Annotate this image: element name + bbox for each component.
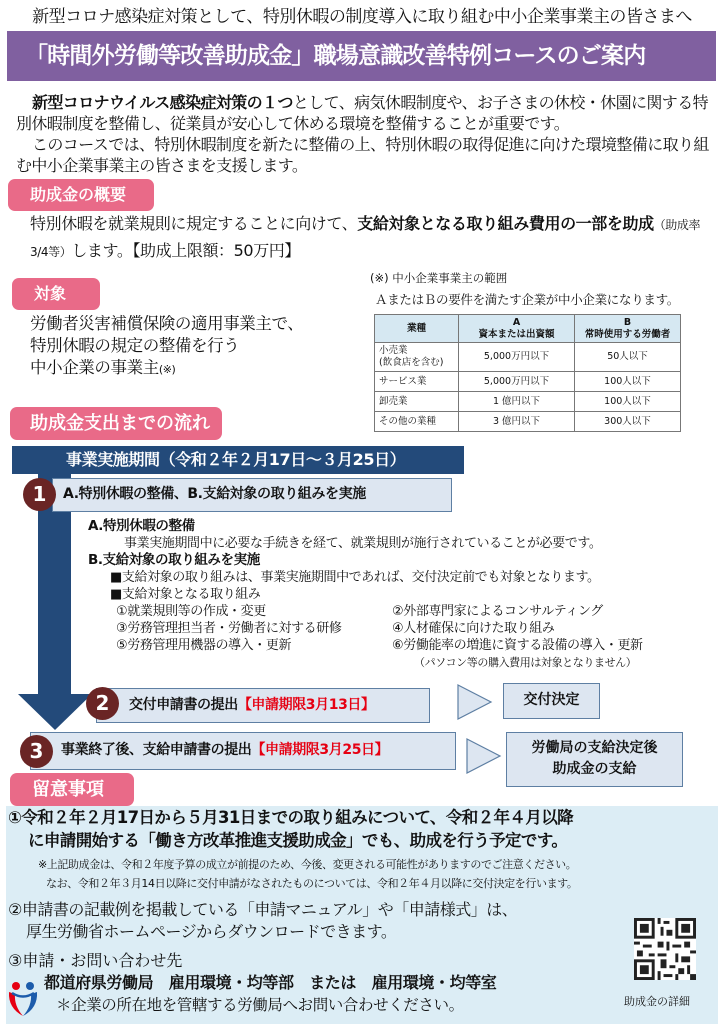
step-1-box: A.特別休暇の整備、B.支給対象の取り組みを実施 <box>52 478 452 512</box>
cell-capital: 1 億円以下 <box>459 392 575 412</box>
note-1-caveats <box>38 855 718 893</box>
cell-workers: 50人以下 <box>575 343 681 372</box>
header-label: 業種 <box>406 322 426 334</box>
note-2-line: ②申請書の記載例を掲載している「申請マニュアル」や「申請様式」は、 <box>8 900 518 919</box>
payment-box <box>506 732 683 787</box>
cell-workers: 300人以下 <box>575 412 681 432</box>
target-line-text: 中小企業の事業主 <box>30 358 159 377</box>
cell-industry: その他の業種 <box>375 412 459 432</box>
footnote-mark: (※) <box>158 363 176 376</box>
table-header-workers <box>575 315 681 343</box>
step-2-label: 交付申請書の提出 <box>129 697 238 713</box>
section-tag-notes: 留意事項 <box>10 773 134 806</box>
cell-workers: 100人以下 <box>575 392 681 412</box>
table-row <box>375 412 681 432</box>
step-number-3: 3 <box>20 735 53 768</box>
sme-table-caption: (※) 中小企業事業主の範囲 <box>370 271 508 285</box>
chevron-right-icon <box>457 684 493 720</box>
cell-industry: 卸売業 <box>375 392 459 412</box>
contact-office: 都道府県労働局 雇用環境・均等部 または 雇用環境・均等室 <box>44 973 497 992</box>
eligible-items-list <box>88 603 718 654</box>
step-1-details <box>88 518 718 671</box>
step-3-label: 事業終了後、支給申請書の提出 <box>61 742 252 758</box>
step-3-deadline: 【申請期限3月25日】 <box>251 742 389 758</box>
section-tag-target: 対象 <box>12 278 100 310</box>
list-item: ⑥労働能率の増進に資する設備の導入・更新 <box>392 638 643 653</box>
target-line <box>30 357 370 381</box>
note-1 <box>8 806 718 852</box>
target-line: 特別休暇の規定の整備を行う <box>30 336 240 355</box>
note-1-line: に申請開始する「働き方改革推進支援助成金」でも、助成を行う予定です。 <box>28 831 568 850</box>
step-3-box <box>30 732 456 770</box>
list-item: ①就業規則等の作成・変更 <box>116 604 266 619</box>
sme-table <box>374 314 681 432</box>
note-3-heading: ③申請・お問い合わせ先 <box>8 951 183 970</box>
items-note: （パソコン等の購入費用は対象となりません） <box>414 656 637 669</box>
section-tag-flow: 助成金支出までの流れ <box>10 407 222 440</box>
cell-industry: サービス業 <box>375 372 459 392</box>
intro-text <box>16 92 716 176</box>
qr-code-icon[interactable] <box>634 918 696 980</box>
table-row <box>375 343 681 372</box>
sme-table-description: ＡまたはＢの要件を満たす企業が中小企業になります。 <box>375 292 680 307</box>
cell-capital: 5,000万円以下 <box>459 343 575 372</box>
table-header-row <box>375 315 681 343</box>
chevron-right-icon <box>466 738 502 774</box>
note-2 <box>8 899 648 943</box>
cell-capital: 3 億円以下 <box>459 412 575 432</box>
contact-note: ＊企業の所在地を管轄する労働局へお問い合わせください。 <box>56 996 464 1014</box>
cell-text: 小売業 <box>379 345 408 356</box>
header-label: A <box>512 316 521 328</box>
detail-heading-a: A.特別休暇の整備 <box>88 518 195 534</box>
step-2-deadline: 【申請期限3月13日】 <box>237 697 375 713</box>
overview-text-2: します。【助成上限額：50万円】 <box>71 241 301 260</box>
intro-paragraph-1 <box>16 92 716 134</box>
payment-line: 労働局の支給決定後 <box>531 740 658 756</box>
detail-heading-b: B.支給対象の取り組みを実施 <box>88 552 260 568</box>
detail-bullet: ■支給対象となる取り組み <box>110 587 261 602</box>
step-number-1: 1 <box>23 478 56 511</box>
implementation-period-bar: 事業実施期間（令和２年２月17日～３月25日） <box>12 446 464 474</box>
table-header-capital <box>459 315 575 343</box>
cell-workers: 100人以下 <box>575 372 681 392</box>
caveat-line: ※上記助成金は、令和２年度予算の成立が前提のため、今後、変更される可能性がありますのでご注意ください。 <box>38 858 577 871</box>
table-row <box>375 372 681 392</box>
page-title: 「時間外労働等改善助成金」職場意識改善特例コースのご案内 <box>7 31 716 81</box>
overview-text <box>30 211 710 265</box>
header-sublabel: 常時使用する労働者 <box>584 328 671 340</box>
step-2-box <box>96 688 430 723</box>
audience-line: 新型コロナ感染症対策として、特別休暇の制度導入に取り組む中小企業事業主の皆さまへ <box>32 7 692 27</box>
arrow-head-icon <box>18 694 92 730</box>
note-2-line: 厚生労働省ホームページからダウンロードできます。 <box>26 922 397 941</box>
overview-text-1: 特別休暇を就業規則に規定することに向けて、 <box>30 214 358 233</box>
table-row <box>375 392 681 412</box>
list-item: ④人材確保に向けた取り組み <box>392 621 555 636</box>
ministry-logo-icon <box>6 978 40 1018</box>
intro-paragraph-2: このコースでは、特別休暇制度を新たに整備の上、特別休暇の取得促進に向けた環境整備に取り組む中小企業事業主の皆さまを支援します。 <box>16 135 709 175</box>
cell-capital: 5,000万円以下 <box>459 372 575 392</box>
section-tag-overview: 助成金の概要 <box>8 179 154 211</box>
target-text <box>30 313 370 381</box>
list-item: ②外部専門家によるコンサルティング <box>392 604 603 619</box>
detail-bullet: ■支給対象の取り組みは、事業実施期間中であれば、交付決定前でも対象となります。 <box>110 570 600 585</box>
header-sublabel: 資本または出資額 <box>478 328 555 340</box>
header-label: B <box>623 316 632 328</box>
table-header-industry <box>375 315 459 343</box>
list-item: ③労務管理担当者・労働者に対する研修 <box>116 621 342 636</box>
overview-emphasis: 支給対象となる取り組み費用の一部を助成 <box>357 214 654 233</box>
payment-line: 助成金の支給 <box>552 761 637 777</box>
detail-text-a: 事業実施期間中に必要な手続きを経て、就業規則が施行されていることが必要です。 <box>124 536 602 551</box>
list-item: ⑤労務管理用機器の導入・更新 <box>116 638 292 653</box>
cell-text: (飲食店を含む) <box>379 357 444 368</box>
qr-caption: 助成金の詳細 <box>624 995 690 1008</box>
cell-industry <box>375 343 459 372</box>
subsidy-rate: （助成率3/4等） <box>30 218 701 259</box>
note-1-line: ①令和２年２月17日から５月31日までの取り組みについて、令和２年４月以降 <box>8 808 574 827</box>
caveat-line: なお、令和２年３月14日以降に交付申請がなされたものについては、令和２年４月以降に交付決定を行います。 <box>46 877 578 890</box>
intro-emphasis: 新型コロナウイルス感染症対策の１つ <box>32 93 293 112</box>
target-line: 労働者災害補償保険の適用事業主で、 <box>30 314 304 333</box>
grant-decision-box: 交付決定 <box>503 683 600 719</box>
intro-paragraph-1-rest: として、病気休暇制度や、お子さまの休校・休園に関する特別休暇制度を整備し、従業員が安心して休める環境を整備することが重要です。 <box>16 93 709 133</box>
step-number-2: 2 <box>86 687 119 720</box>
